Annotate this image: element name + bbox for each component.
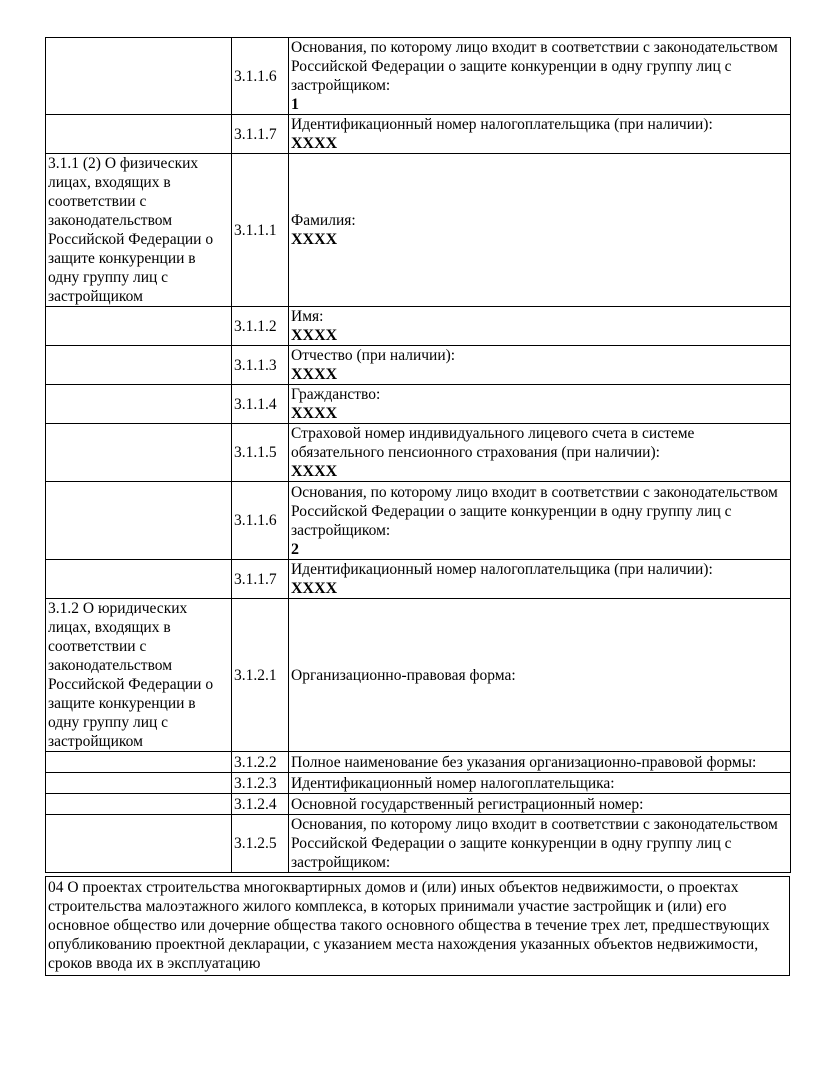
declaration-table bbox=[45, 37, 791, 873]
field-value: XXXX bbox=[291, 405, 338, 422]
row-content bbox=[289, 154, 791, 307]
field-label: Фамилия: bbox=[291, 212, 356, 229]
field-value: XXXX bbox=[291, 463, 338, 480]
row-number: 3.1.2.1 bbox=[232, 599, 289, 752]
row-number: 3.1.2.4 bbox=[232, 794, 289, 815]
field-label: Основания, по которому лицо входит в соответствии с законодательством Российской Федерации о защите конкуренции в одну группу лиц с застройщиком: bbox=[291, 39, 778, 94]
field-value: 2 bbox=[291, 540, 299, 558]
table-row bbox=[46, 773, 791, 794]
row-content bbox=[289, 424, 791, 482]
row-group-label bbox=[46, 752, 232, 773]
row-number: 3.1.1.4 bbox=[232, 385, 289, 424]
field-label: Организационно-правовая форма: bbox=[291, 666, 516, 684]
field-label: Идентификационный номер налогоплательщика: bbox=[291, 774, 615, 792]
table-row bbox=[46, 154, 791, 307]
row-group-label bbox=[46, 424, 232, 482]
row-content bbox=[289, 115, 791, 154]
row-content bbox=[289, 346, 791, 385]
row-group-label: 3.1.1 (2) О физических лицах, входящих в соответствии с законодательством Российской Федерации о защите конкуренции в одну группу лиц с застройщиком bbox=[46, 154, 232, 307]
row-content bbox=[289, 794, 791, 815]
field-value: XXXX bbox=[291, 580, 338, 597]
table-row bbox=[46, 482, 791, 560]
field-value: XXXX bbox=[291, 135, 338, 152]
row-content bbox=[289, 38, 791, 115]
row-content bbox=[289, 560, 791, 599]
row-group-label bbox=[46, 385, 232, 424]
field-label: Идентификационный номер налогоплательщика (при наличии): bbox=[291, 116, 713, 133]
table-row bbox=[46, 115, 791, 154]
field-label: Имя: bbox=[291, 308, 324, 325]
field-label: Основной государственный регистрационный номер: bbox=[291, 795, 644, 813]
row-number: 3.1.2.2 bbox=[232, 752, 289, 773]
field-value: XXXX bbox=[291, 231, 338, 248]
row-content bbox=[289, 385, 791, 424]
row-content bbox=[289, 773, 791, 794]
row-content bbox=[289, 752, 791, 773]
field-label: Гражданство: bbox=[291, 386, 381, 403]
row-content bbox=[289, 482, 791, 560]
table-row bbox=[46, 424, 791, 482]
row-group-label bbox=[46, 815, 232, 873]
table-row bbox=[46, 38, 791, 115]
field-label: Идентификационный номер налогоплательщика (при наличии): bbox=[291, 561, 713, 578]
table-row bbox=[46, 560, 791, 599]
row-group-label bbox=[46, 794, 232, 815]
row-number: 3.1.1.6 bbox=[232, 38, 289, 115]
row-group-label bbox=[46, 115, 232, 154]
row-group-label bbox=[46, 482, 232, 560]
field-label: Основания, по которому лицо входит в соответствии с законодательством Российской Федерации о защите конкуренции в одну группу лиц с застройщиком: bbox=[291, 816, 778, 871]
field-value: XXXX bbox=[291, 327, 338, 344]
table-row bbox=[46, 385, 791, 424]
row-group-label bbox=[46, 773, 232, 794]
table-row bbox=[46, 307, 791, 346]
field-label: Полное наименование без указания организационно-правовой формы: bbox=[291, 753, 757, 771]
row-content bbox=[289, 815, 791, 873]
row-number: 3.1.1.1 bbox=[232, 154, 289, 307]
table-row bbox=[46, 815, 791, 873]
row-group-label bbox=[46, 560, 232, 599]
declaration-table-body bbox=[46, 38, 791, 873]
row-number: 3.1.1.2 bbox=[232, 307, 289, 346]
row-group-label: 3.1.2 О юридических лицах, входящих в соответствии с законодательством Российской Федерации о защите конкуренции в одну группу лиц с застройщиком bbox=[46, 599, 232, 752]
row-content bbox=[289, 307, 791, 346]
table-row bbox=[46, 752, 791, 773]
table-row bbox=[46, 599, 791, 752]
row-group-label bbox=[46, 307, 232, 346]
row-number: 3.1.1.7 bbox=[232, 560, 289, 599]
field-value: 1 bbox=[291, 96, 299, 113]
field-label: Страховой номер индивидуального лицевого счета в системе обязательного пенсионного страхования (при наличии): bbox=[291, 425, 695, 461]
row-group-label bbox=[46, 346, 232, 385]
row-number: 3.1.1.3 bbox=[232, 346, 289, 385]
row-group-label bbox=[46, 38, 232, 115]
field-label: Отчество (при наличии): bbox=[291, 347, 456, 364]
row-number: 3.1.1.6 bbox=[232, 482, 289, 560]
field-value: XXXX bbox=[291, 366, 338, 383]
row-content bbox=[289, 599, 791, 752]
field-label: Основания, по которому лицо входит в соответствии с законодательством Российской Федерации о защите конкуренции в одну группу лиц с застройщиком: bbox=[291, 483, 778, 539]
section-04-header: 04 О проектах строительства многоквартирных домов и (или) иных объектов недвижимости, о проектах строительства малоэтажного жилого комплекса, в которых принимали участие застройщик и (или) его основное общество или дочерние общества такого основного общества в течение трех лет, предшествующих опубликованию проектной декларации, с указанием места нахождения указанных объектов недвижимости, сроков ввода их в эксплуатацию bbox=[45, 876, 790, 976]
row-number: 3.1.2.3 bbox=[232, 773, 289, 794]
table-row bbox=[46, 346, 791, 385]
table-row bbox=[46, 794, 791, 815]
row-number: 3.1.1.5 bbox=[232, 424, 289, 482]
row-number: 3.1.1.7 bbox=[232, 115, 289, 154]
row-number: 3.1.2.5 bbox=[232, 815, 289, 873]
